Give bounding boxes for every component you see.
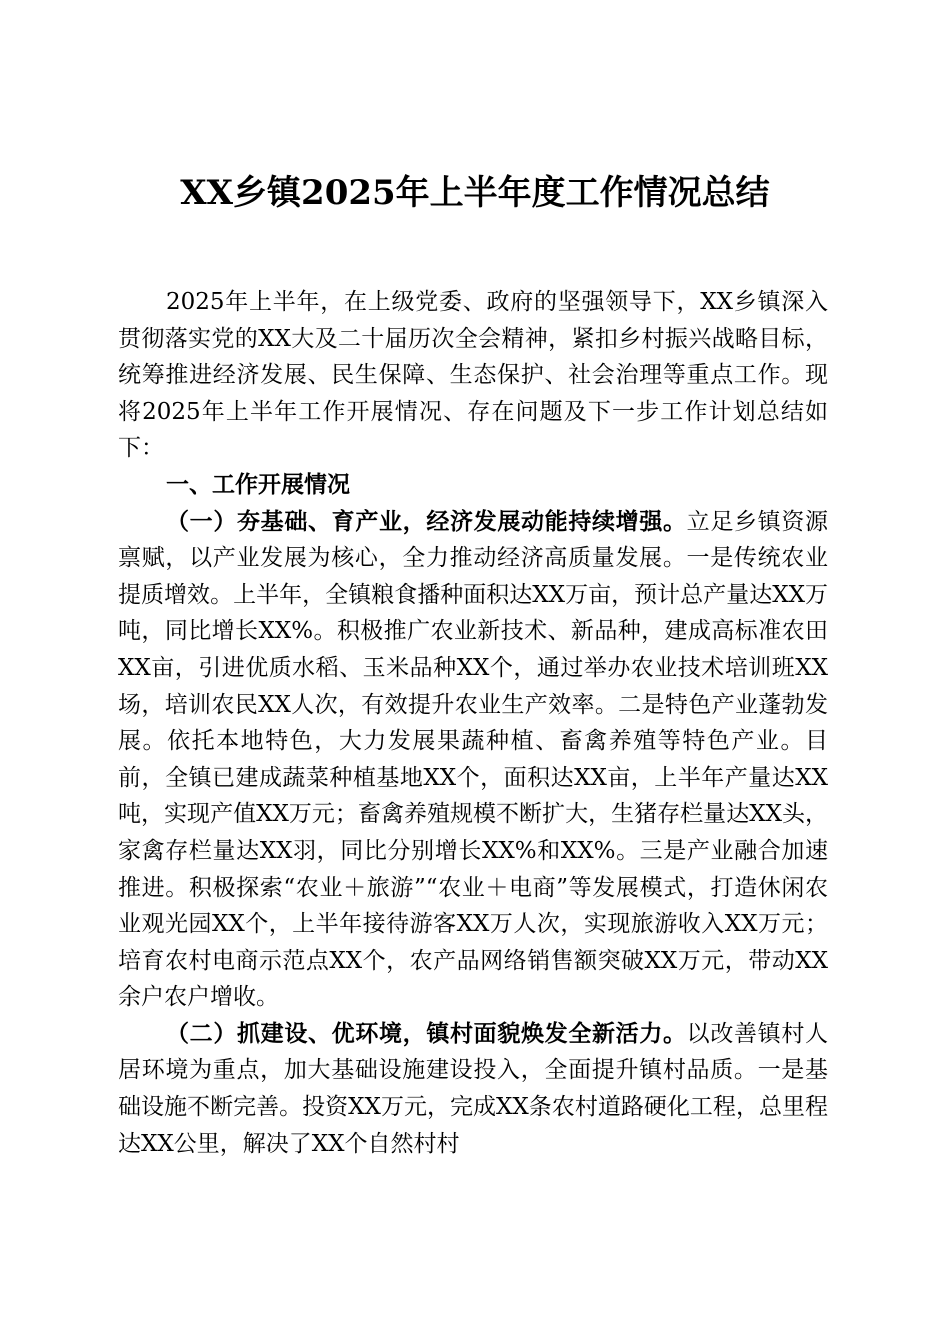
section-heading-work-status: 一、工作开展情况	[166, 470, 350, 498]
document-title: XX乡镇2025年上半年度工作情况总结	[180, 173, 770, 213]
item-2-text: 以改善镇村人居环境为重点，加大基础设施建设投入，全面提升镇村品质。一是基础设施不断完善。投资XX万元，完成XX条农村道路硬化工程，总里程达XX公里，解决了XX个自然村村	[118, 1020, 829, 1157]
item-1-paragraph	[118, 504, 828, 1016]
document-body	[118, 284, 828, 1162]
item-1-text: 立足乡镇资源禀赋，以产业发展为核心，全力推动经济高质量发展。一是传统农业提质增效。上半年，全镇粮食播种面积达XX万亩，预计总产量达XX万吨，同比增长XX%。积极推广农业新技术、新品种，建成高标准农田XX亩，引进优质水稻、玉米品种XX个，通过举办农业技术培训班XX场，培训农民XX人次，有效提升农业生产效率。二是特色产业蓬勃发展。依托本地特色，大力发展果蔬种植、畜禽养殖等特色产业。目前，全镇已建成蔬菜种植基地XX个，面积达XX亩，上半年产量达XX吨，实现产值XX万元；畜禽养殖规模不断扩大，生猪存栏量达XX头，家禽存栏量达XX羽，同比分别增长XX%和XX%。三是产业融合加速推进。积极探索“农业＋旅游”“农业＋电商”等发展模式，打造休闲农业观光园XX个，上半年接待游客XX万人次，实现旅游收入XX万元；培育农村电商示范点XX个，农产品网络销售额突破XX万元，带动XX余户农户增收。	[118, 508, 829, 1011]
item-2-lead: （二）抓建设、优环境，镇村面貌焕发全新活力。	[166, 1019, 687, 1047]
item-1-lead: （一）夯基础、育产业，经济发展动能持续增强。	[166, 507, 687, 535]
item-2-paragraph	[118, 1016, 828, 1162]
intro-paragraph: 2025年上半年，在上级党委、政府的坚强领导下，XX乡镇深入贯彻落实党的XX大及二十届历次全会精神，紧扣乡村振兴战略目标，统筹推进经济发展、民生保障、生态保护、社会治理等重点工作。现将2025年上半年工作开展情况、存在问题及下一步工作计划总结如下：	[118, 289, 828, 462]
